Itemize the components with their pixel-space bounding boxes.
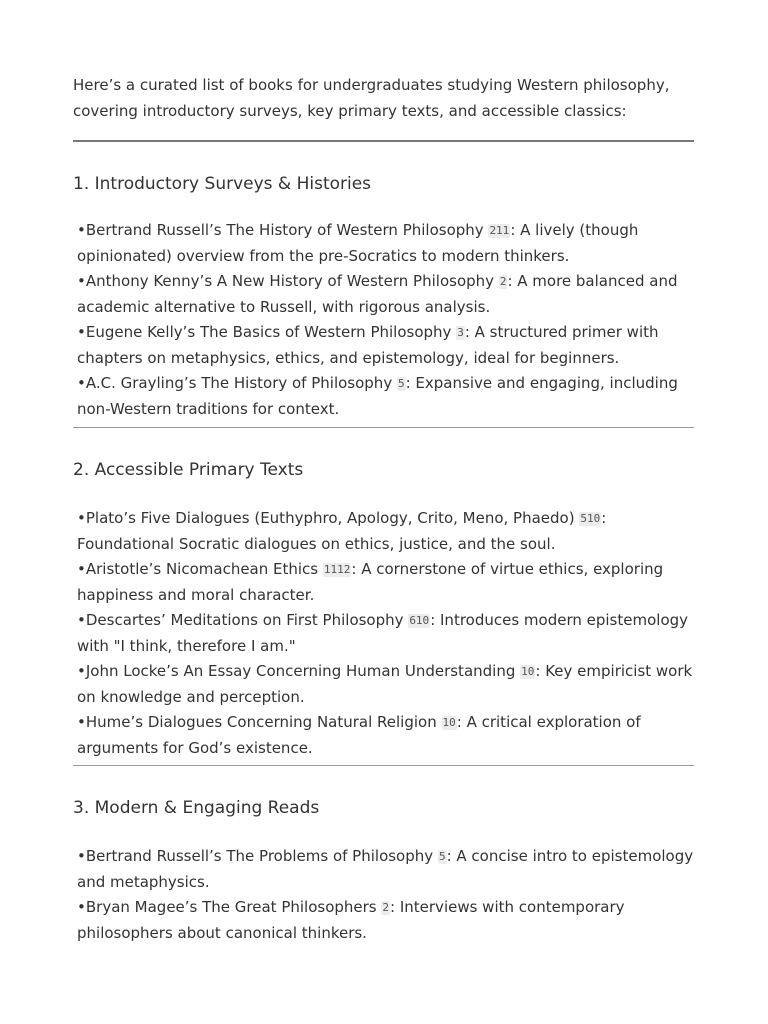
section-title-modern-reads: 3. Modern & Engaging Reads	[73, 798, 320, 818]
bullet: •	[77, 611, 86, 629]
list-item	[77, 710, 702, 761]
section-list-primary-texts	[77, 506, 702, 761]
book-title: Aristotle’s Nicomachean Ethics	[85, 560, 319, 578]
book-description: : Interviews with contemporary philosophers about canonical thinkers.	[77, 898, 625, 942]
bullet: •	[77, 272, 86, 290]
citation-badge[interactable]: 10	[442, 716, 456, 729]
citation-badge[interactable]: 10	[521, 665, 535, 678]
book-title: Descartes’ Meditations on First Philosophy	[85, 611, 404, 629]
divider	[73, 140, 694, 142]
bullet: •	[77, 898, 86, 916]
bullet: •	[77, 509, 86, 527]
bullet: •	[77, 323, 86, 341]
list-item	[77, 557, 702, 608]
list-item	[77, 659, 702, 710]
book-description: : Key empiricist work on knowledge and perception.	[77, 662, 693, 706]
book-description: : A lively (though opinionated) overview from the pre-Socratics to modern thinkers.	[77, 221, 639, 265]
book-title: Bertrand Russell’s The Problems of Philosophy	[85, 847, 434, 865]
bullet: •	[77, 713, 86, 731]
section-list-introductory-surveys	[77, 218, 702, 422]
citation-badge[interactable]: 5	[397, 377, 405, 390]
book-description: : A critical exploration of arguments for God’s existence.	[77, 713, 641, 757]
bullet: •	[77, 847, 86, 865]
book-title: Plato’s Five Dialogues (Euthyphro, Apology, Crito, Meno, Phaedo)	[85, 509, 575, 527]
list-item	[77, 895, 702, 946]
section-list-modern-reads	[77, 844, 702, 946]
intro-paragraph: Here’s a curated list of books for undergraduates studying Western philosophy, covering introductory surveys, key primary texts, and accessible classics:	[73, 76, 670, 120]
list-item	[77, 844, 702, 895]
citation-badge[interactable]: 2	[499, 275, 507, 288]
section-title-introductory-surveys: 1. Introductory Surveys & Histories	[73, 174, 372, 194]
divider	[73, 765, 694, 766]
list-item	[77, 218, 702, 269]
book-description: : Expansive and engaging, including non-Western traditions for context.	[77, 374, 678, 418]
book-title: A.C. Grayling’s The History of Philosophy	[85, 374, 393, 392]
book-description: : A more balanced and academic alternative to Russell, with rigorous analysis.	[77, 272, 678, 316]
book-description: : Introduces modern epistemology with "I think, therefore I am."	[77, 611, 689, 655]
bullet: •	[77, 560, 86, 578]
book-description: : A structured primer with chapters on metaphysics, ethics, and epistemology, ideal for beginners.	[77, 323, 659, 367]
list-item	[77, 269, 702, 320]
citation-badge[interactable]: 1112	[323, 563, 351, 576]
citation-badge[interactable]: 510	[580, 512, 601, 525]
book-title: John Locke’s An Essay Concerning Human Understanding	[85, 662, 516, 680]
list-item	[77, 506, 702, 557]
list-item	[77, 320, 702, 371]
divider	[73, 427, 694, 428]
citation-badge[interactable]: 610	[409, 614, 430, 627]
citation-badge[interactable]: 3	[457, 326, 464, 339]
bullet: •	[77, 662, 86, 680]
citation-badge[interactable]: 2	[382, 901, 390, 914]
section-title-primary-texts: 2. Accessible Primary Texts	[73, 460, 304, 480]
book-title: Eugene Kelly’s The Basics of Western Philosophy	[85, 323, 452, 341]
book-description: : Foundational Socratic dialogues on ethics, justice, and the soul.	[77, 509, 607, 553]
book-title: Anthony Kenny’s A New History of Western Philosophy	[85, 272, 495, 290]
bullet: •	[77, 374, 86, 392]
citation-badge[interactable]: 5	[438, 850, 446, 863]
book-title: Bertrand Russell’s The History of Western Philosophy	[85, 221, 484, 239]
book-title: Bryan Magee’s The Great Philosophers	[85, 898, 377, 916]
bullet: •	[77, 221, 86, 239]
list-item	[77, 371, 702, 422]
citation-badge[interactable]: 211	[489, 224, 510, 237]
list-item	[77, 608, 702, 659]
book-title: Hume’s Dialogues Concerning Natural Religion	[85, 713, 437, 731]
book-description: : A cornerstone of virtue ethics, exploring happiness and moral character.	[77, 560, 664, 604]
book-description: : A concise intro to epistemology and metaphysics.	[77, 847, 694, 891]
